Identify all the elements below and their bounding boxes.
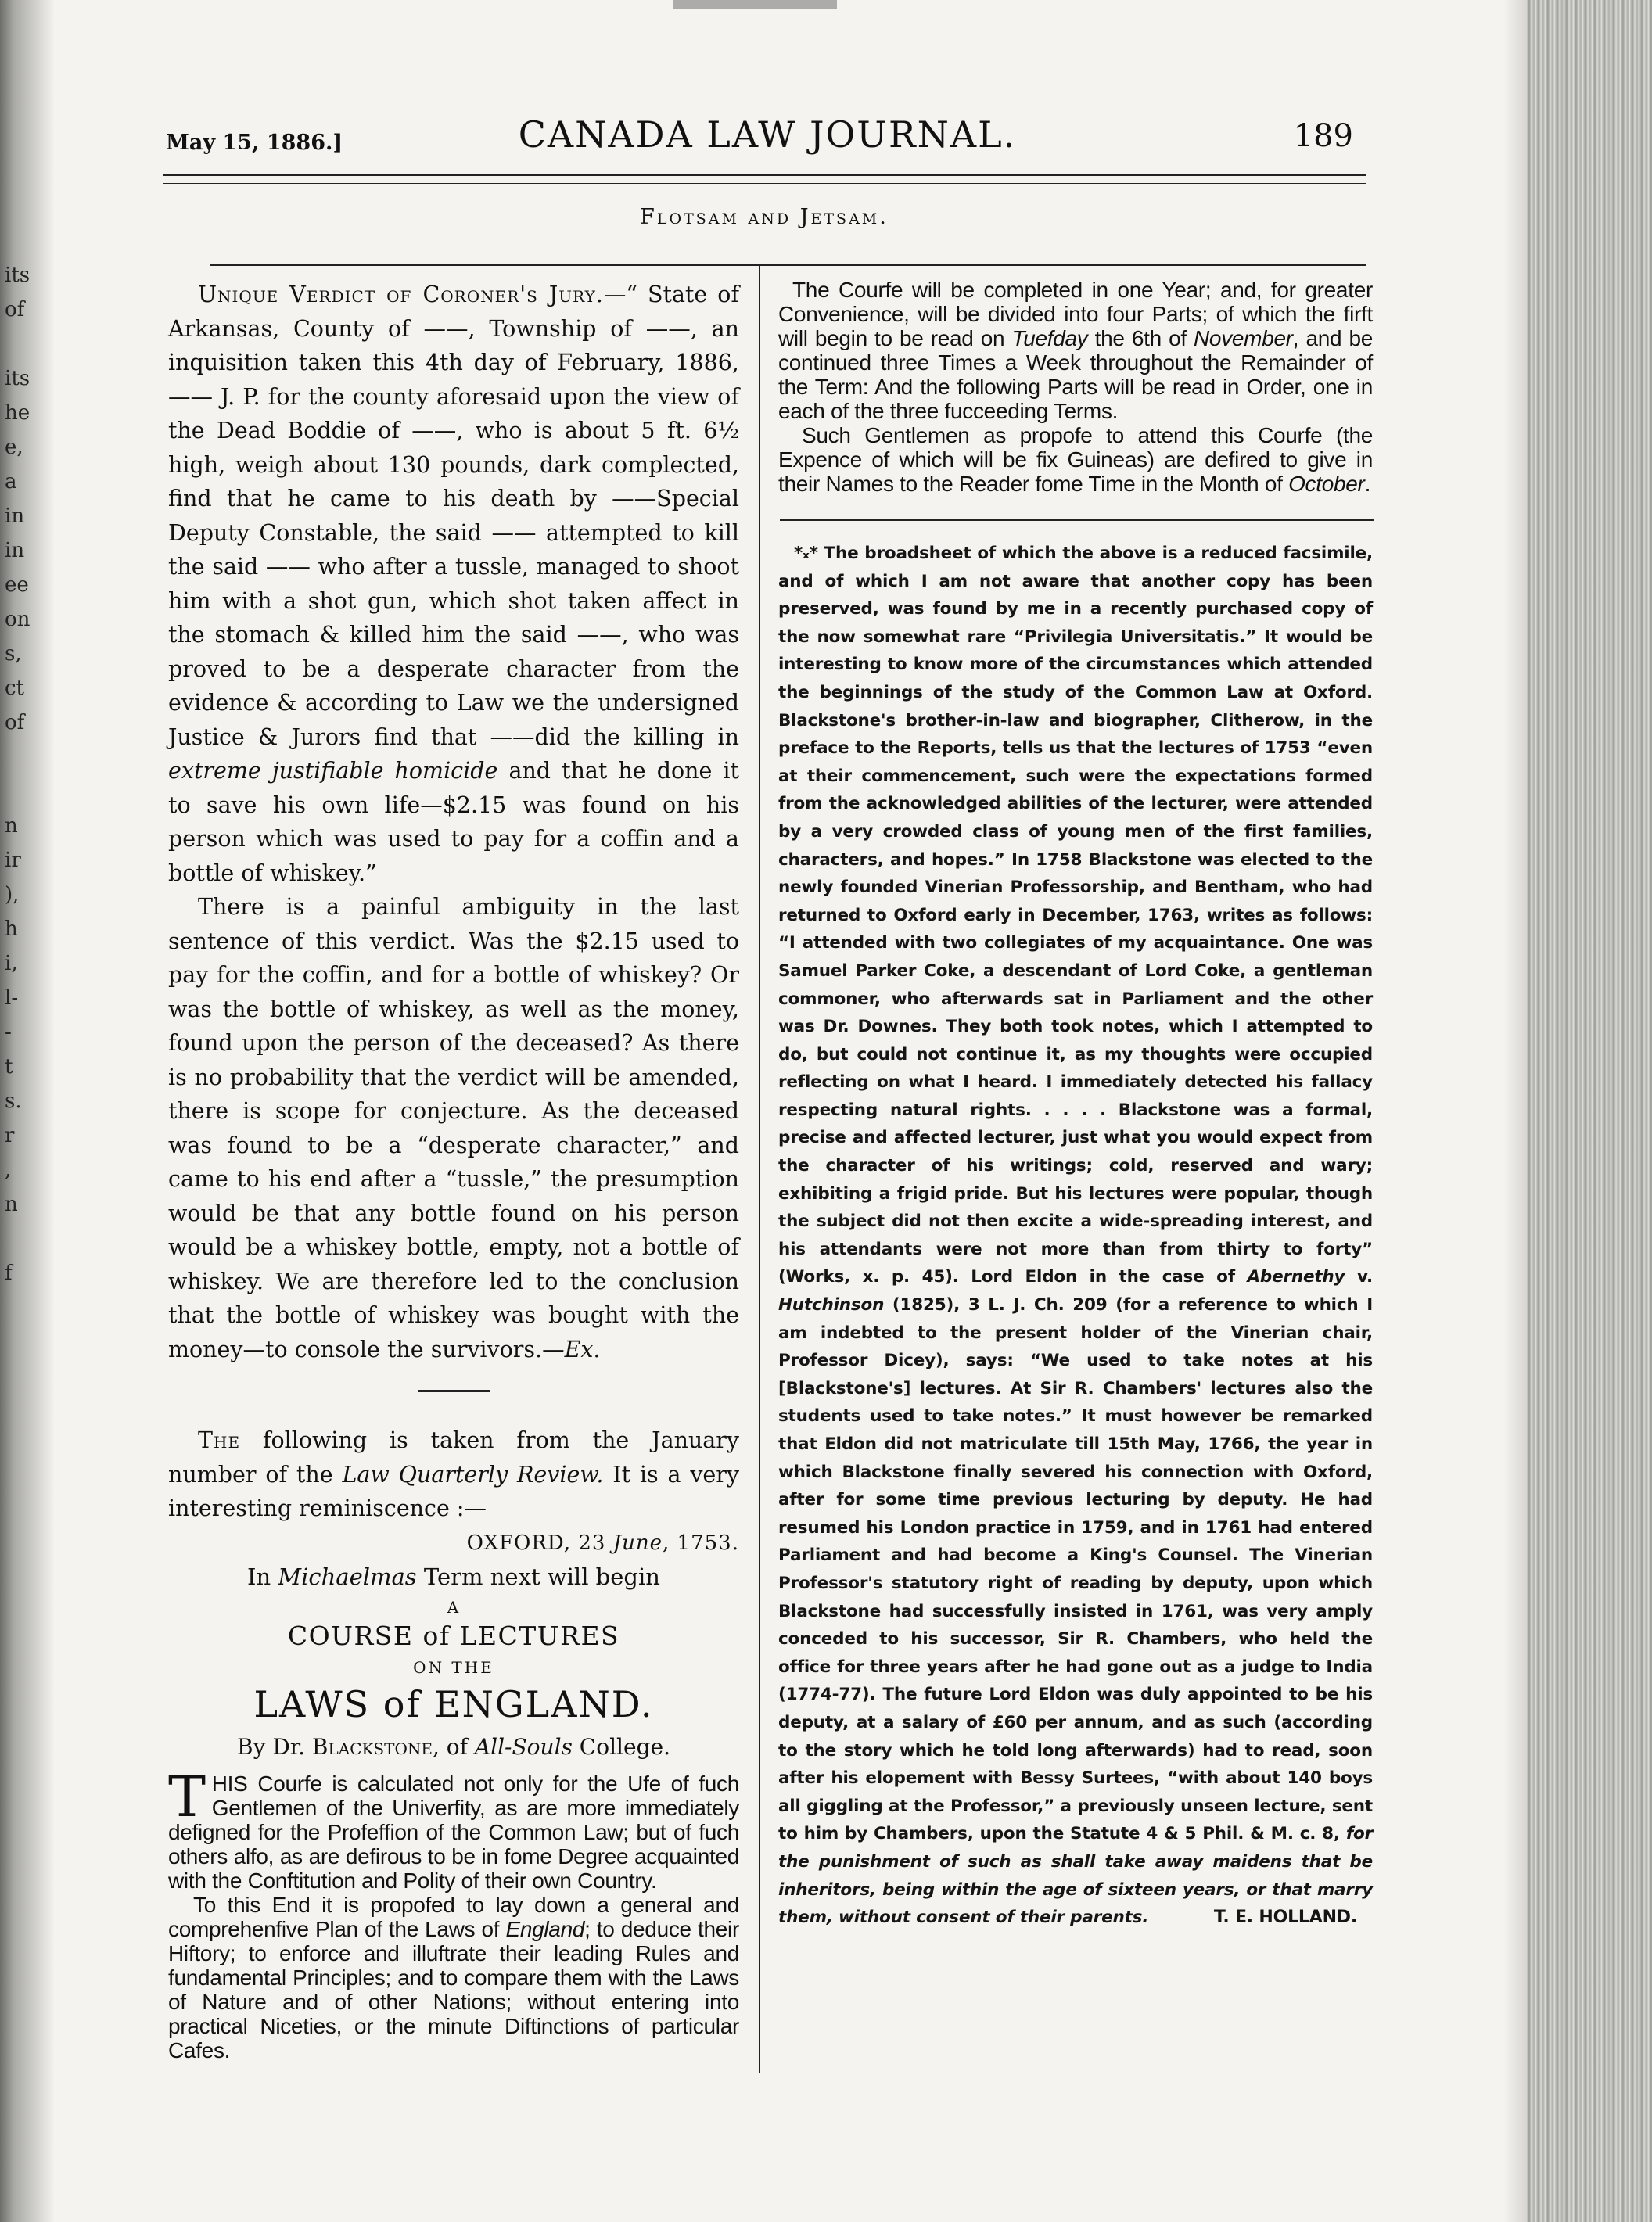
adjacent-page-fragment: of — [5, 298, 25, 321]
scan-artifact — [673, 0, 837, 9]
adjacent-page-fragment: a — [5, 470, 17, 494]
adjacent-page-fragment: n — [5, 1193, 18, 1216]
adjacent-page-edge — [0, 0, 55, 2222]
broadsheet-paragraph-2: To this End it is propofed to lay down a general and comprehenfive Plan of the Laws of England; to deduce their Hiftory; to enforce and illuftrate their leading Rules and fundamental Principles; and to compare them with the Laws of Nature and of other Nations; without entering into practical Niceties, or the minute Diftinctions of particular Cafes. — [168, 1892, 739, 2062]
adjacent-page-fragment: ee — [5, 573, 29, 597]
section-rule — [210, 264, 1366, 266]
adjacent-page-fragment: ir — [5, 849, 21, 872]
broadsheet-course-title: COURSE of LECTURES — [287, 1620, 620, 1651]
book-page-stack-edge — [1527, 0, 1652, 2222]
adjacent-page-fragment: of — [5, 711, 25, 734]
adjacent-page-fragment: - — [5, 1021, 12, 1044]
broadsheet-article: A — [447, 1597, 461, 1617]
adjacent-page-fragment: f — [5, 1262, 13, 1285]
statute-quote: for the punishment of such as shall take away maidens that be inheritors, being within the age of sixteen years, or that marry them, without consent of their parents. — [778, 1824, 1373, 1928]
running-head — [166, 113, 1369, 160]
verdict-heading: Unique Verdict of Coroner's Jury. — [198, 282, 604, 307]
coroner-verdict-paragraph: Unique Verdict of Coroner's Jury.—“ State of Arkansas, County of ——, Township of ——, an inquisition taken this 4th day of February, 1886, —— J. P. for the county aforesaid upon the view of the Dead Boddie of ——, who is about 5 ft. 6½ high, weigh about 130 pounds, dark complected, find that he came to his death by ——Special Deputy Constable, the said —— attempted to kill the said —— who after a tussle, managed to shoot him with a shot gun, which shot taken affect in the stomach & killed him the said ——, who was proved to be a desperate character from the evidence & according to Law we the undersigned Justice & Jurors find that ——did the killing in extreme justifiable homicide and that he done it to save his own life—$2.15 was found on his person which was used to pay for a coffin and a bottle of whiskey.” — [168, 282, 739, 886]
adjacent-page-fragment: its — [5, 264, 31, 287]
adjacent-page-fragment: t — [5, 1055, 13, 1079]
adjacent-page-fragment: its — [5, 367, 31, 390]
adjacent-page-fragment: e, — [5, 436, 23, 459]
adjacent-page-fragment: ct — [5, 677, 25, 700]
gutter-shadow — [1503, 0, 1527, 2222]
broadsheet-laws-title: LAWS of ENGLAND. — [253, 1682, 654, 1725]
note-signature: T. E. HOLLAND. — [1213, 1908, 1357, 1928]
adjacent-page-fragment: ), — [5, 883, 20, 906]
journal-name: Law Quarterly Review. — [342, 1461, 604, 1488]
adjacent-page-fragment: l- — [5, 986, 19, 1010]
adjacent-page-fragment: in — [5, 504, 25, 528]
adjacent-page-fragment — [5, 740, 52, 774]
right-column — [778, 278, 1373, 1932]
broadsheet-paragraph-3: The Courfe will be completed in one Year; and, for greater Convenience, will be divided into four Parts; of which the firft will begin to be read on Tuefday the 6th of November, and be continued three Times a Week throughout the Remainder of the Term: And the following Parts will be read in Order, one in each of the three fucceeding Terms. — [778, 278, 1373, 423]
section-separator — [418, 1390, 490, 1392]
broadsheet-dateline: OXFORD, 23 June, 1753. — [466, 1531, 739, 1555]
adjacent-page-fragment: he — [5, 401, 31, 425]
adjacent-page-fragment: s, — [5, 642, 22, 666]
adjacent-page-fragments — [5, 258, 52, 1290]
source-abbrev: Ex. — [564, 1336, 601, 1362]
broadsheet-announcement: In Michaelmas Term next will begin — [247, 1563, 660, 1590]
page-number: 189 — [1293, 118, 1353, 154]
adjacent-page-fragment — [5, 774, 52, 809]
adjacent-page-fragment — [5, 327, 52, 361]
adjacent-page-fragment: in — [5, 539, 25, 562]
adjacent-page-fragment: i, — [5, 952, 18, 975]
adjacent-page-fragment: on — [5, 608, 31, 631]
broadsheet-on-the: ON THE — [413, 1657, 494, 1677]
drop-cap: T — [168, 1763, 206, 1829]
broadsheet-paragraph-4: Such Gentlemen as propofe to attend this Courfe (the Expence of which will be fix Guineas) are defired to give in their Names to the Reader fome Time in the Month of October. — [778, 423, 1373, 496]
adjacent-page-fragment — [5, 1222, 52, 1256]
header-rule — [163, 174, 1366, 184]
note-rule — [780, 519, 1374, 521]
left-column — [168, 278, 739, 2062]
adjacent-page-fragment: h — [5, 917, 18, 941]
journal-title: CANADA LAW JOURNAL. — [518, 113, 1017, 156]
commentary-paragraph: There is a painful ambiguity in the last sentence of this verdict. Was the $2.15 used to pay for the coffin, and for a bottle of whiskey? Or was the bottle of whiskey, as well as the money, found upon the person of the deceased? As there is no probability that the verdict will be amended, there is scope for conjecture. As the deceased was found to be a “desperate character,” and came to his end after a “tussle,” the presumption would be that any bottle found on his person would be a whiskey bottle, empty, not a bottle of whiskey. We are therefore led to the conclusion that the bottle of whiskey was bought with the money—to console the survivors.—Ex. — [168, 894, 739, 1362]
holland-note: *ₓ* The broadsheet of which the above is a reduced facsimile, and of which I am not aware that another copy has been preserved, was found by me in a recently purchased copy of the now somewhat rare “Privilegia Universitatis.” It would be interesting to know more of the circumstances which attended the beginnings of the study of the Common Law at Oxford. Blackstone's brother-in-law and biographer, Clitherow, in the preface to the Reports, tells us that the lectures of 1753 “even at their commencement, such were the expectations formed from the acknowledged abilities of the lecturer, were attended by a very crowded class of young men of the first families, characters, and hopes.” In 1758 Blackstone was elected to the newly founded Vinerian Professorship, and Bentham, who had returned to Oxford early in December, 1763, writes as follows: “I attended with two collegiates of my acquaintance. One was Samuel Parker Coke, a descendant of Lord Coke, a gentleman commoner, who afterwards sat in Parliament and the other was Dr. Downes. They both took notes, which I attempted to do, but could not continue it, as my thoughts were occupied reflecting on what I heard. I immediately detected his fallacy respecting natural rights. . . . . Blackstone was a formal, precise and affected lecturer, just what you would expect from the character of his writings; cold, reserved and wary; exhibiting a frigid pride. But his lectures were popular, though the subject did not then excite a wide-spreading interest, and his attendants were not more than from thirty to forty” (Works, x. p. 45). Lord Eldon in the case of Abernethy v. Hutchinson (1825), 3 L. J. Ch. 209 (for a reference to which I am indebted to the present holder of the Vinerian chair, Professor Dicey), says: “We used to take notes at his [Blackstone's] lectures. At Sir R. Chambers' lectures also the students used to take notes.” It must however be remarked that Eldon did not matriculate till 15th May, 1766, the year in which Blackstone finally severed his connection with Oxford, after for some time previous lecturing by deputy. He had resumed his London practice in 1759, and in 1761 had entered Parliament and had become a King's Counsel. The Vinerian Professor's statutory right of reading by deputy, upon which Blackstone had successfully insisted in 1761, was very amply conceded to his successor, Sir R. Chambers, who held the office for three years after he had gone out as a judge to India (1774-77). The future Lord Eldon was duly appointed to be his deputy, at a salary of £60 per annum, and as such (according to the story which he told long afterwards) had to read, soon after his elopement with Bessy Surtees, “with about 140 boys all giggling at the Professor,” a previously unseen lecture, sent to him by Chambers, upon the Statute 4 & 5 Phil. & M. c. 8, for the punishment of such as shall take away maidens that be inheritors, being within the age of sixteen years, or that marry them, without consent of their parents. T. E. HOLLAND. — [778, 540, 1373, 1932]
adjacent-page-fragment: r — [5, 1124, 15, 1147]
adjacent-page-fragment: n — [5, 814, 18, 838]
broadsheet-byline: By Dr. Blackstone, of All-Souls College. — [237, 1733, 670, 1760]
adjacent-page-fragment: , — [5, 1158, 12, 1182]
broadsheet-paragraph-1: THIS Courfe is calculated not only for the Ufe of fuch Gentlemen of the Univerfity, as are more immediately defigned for the Profeffion of the Common Law; but of fuch others alfo, as are defirous to be in fome Degree acquainted with the Conftitution and Polity of their own Country. — [168, 1763, 739, 1893]
column-divider — [759, 266, 760, 2073]
adjacent-page-fragment: s. — [5, 1089, 22, 1113]
reminiscence-intro: The following is taken from the January number of the Law Quarterly Review. It is a very interesting reminiscence :— — [168, 1427, 740, 1521]
issue-date: May 15, 1886.] — [166, 131, 343, 155]
section-title: Flotsam and Jetsam. — [640, 205, 889, 229]
